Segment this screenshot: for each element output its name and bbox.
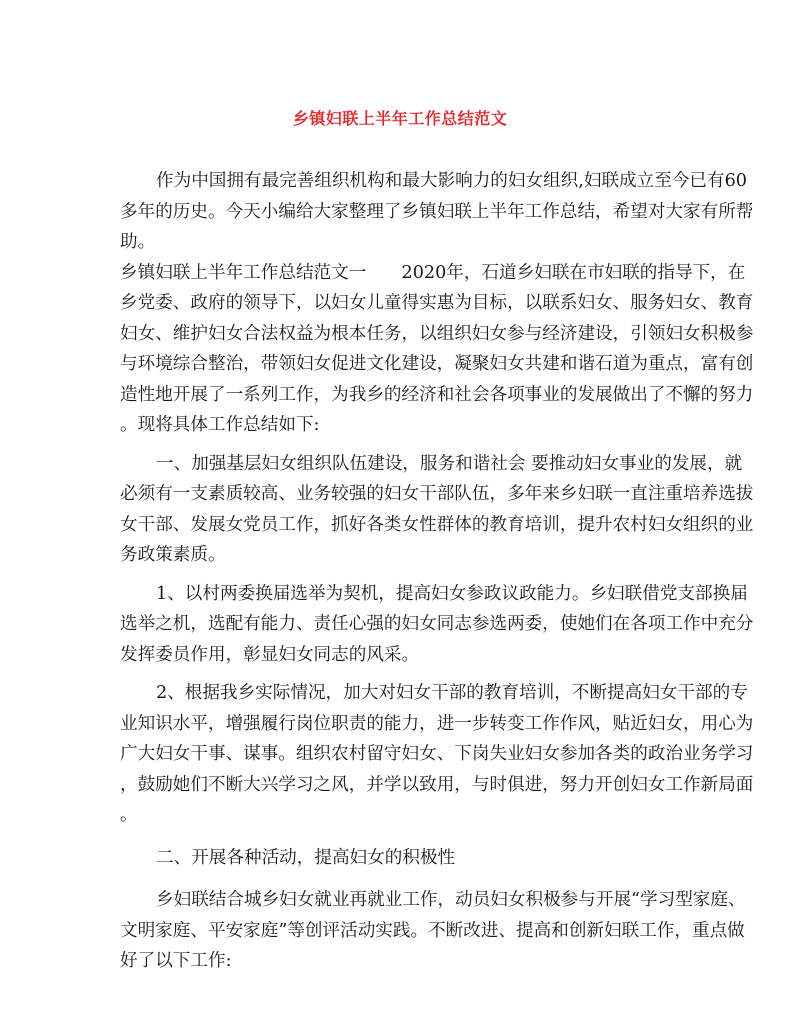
text-line: 2、根据我乡实际情况，加大对妇女干部的教育培训，不断提高妇女干部的专: [156, 683, 748, 703]
text-line: 女干部、发展女党员工作，抓好各类女性群体的教育培训，提升农村妇女组织的业: [120, 514, 754, 535]
text-line: 广大妇女干事、谋事。组织农村留守妇女、下岗失业妇女参加各类的政治业务学习: [120, 744, 754, 764]
document-body: [120, 166, 754, 977]
section-heading: 二、开展各种活动，提高妇女的积极性: [156, 847, 456, 868]
text-line: 好了以下工作:: [120, 951, 232, 971]
document-title: 乡镇妇联上半年工作总结范文: [292, 109, 508, 128]
text-line: 妇女、维护妇女合法权益为根本任务，以组织妇女参与经济建设，引领妇女积极参: [120, 323, 754, 344]
text-line: 一、加强基层妇女组织队伍建设，服务和谐社会 要推动妇女事业的发展，就: [156, 453, 743, 474]
text-line: 作为中国拥有最完善组织机构和最大影响力的妇女组织,妇联成立至今已有60: [156, 171, 747, 191]
text-line: 多年的历史。今天小编给大家整理了乡镇妇联上半年工作总结，希望对大家有所帮: [120, 201, 754, 222]
text-line: 1、以村两委换届选举为契机，提高妇女参政议政能力。乡妇联借党支部换届: [156, 583, 748, 604]
text-line: ，鼓励她们不断大兴学习之风，并学以致用，与时俱进，努力开创妇女工作新局面: [120, 774, 754, 795]
text-line: 助。: [120, 232, 156, 252]
text-line: 。: [120, 805, 138, 825]
text-line: 造性地开展了一系列工作，为我乡的经济和社会各项事业的发展做出了不懈的努力: [120, 384, 754, 405]
text-line: 乡镇妇联上半年工作总结范文一 2020年，石道乡妇联在市妇联的指导下，在: [120, 262, 746, 283]
text-line: 乡妇联结合城乡妇女就业再就业工作，动员妇女积极参与开展“学习型家庭、: [156, 890, 746, 910]
text-line: 必须有一支素质较高、业务较强的妇女干部队伍，多年来乡妇联一直注重培养选拔: [120, 484, 754, 504]
text-line: 。现将具体工作总结如下:: [120, 415, 320, 435]
text-line: 选举之机，选配有能力、责任心强的妇女同志参选两委，使她们在各项工作中充分: [120, 614, 754, 634]
text-line: 发挥委员作用，彰显妇女同志的风采。: [120, 644, 420, 665]
text-line: 务政策素质。: [120, 545, 226, 565]
text-line: 乡党委、政府的领导下，以妇女儿童得实惠为目标，以联系妇女、服务妇女、教育: [120, 293, 754, 313]
text-line: 业知识水平，增强履行岗位职责的能力，进一步转变工作作风，贴近妇女，用心为: [120, 713, 754, 734]
text-line: 文明家庭、平安家庭”等创评活动实践。不断改进、提高和创新妇联工作，重点做: [120, 920, 745, 941]
text-line: 与环境综合整治，带领妇女促进文化建设，凝聚妇女共建和谐石道为重点，富有创: [120, 354, 754, 374]
